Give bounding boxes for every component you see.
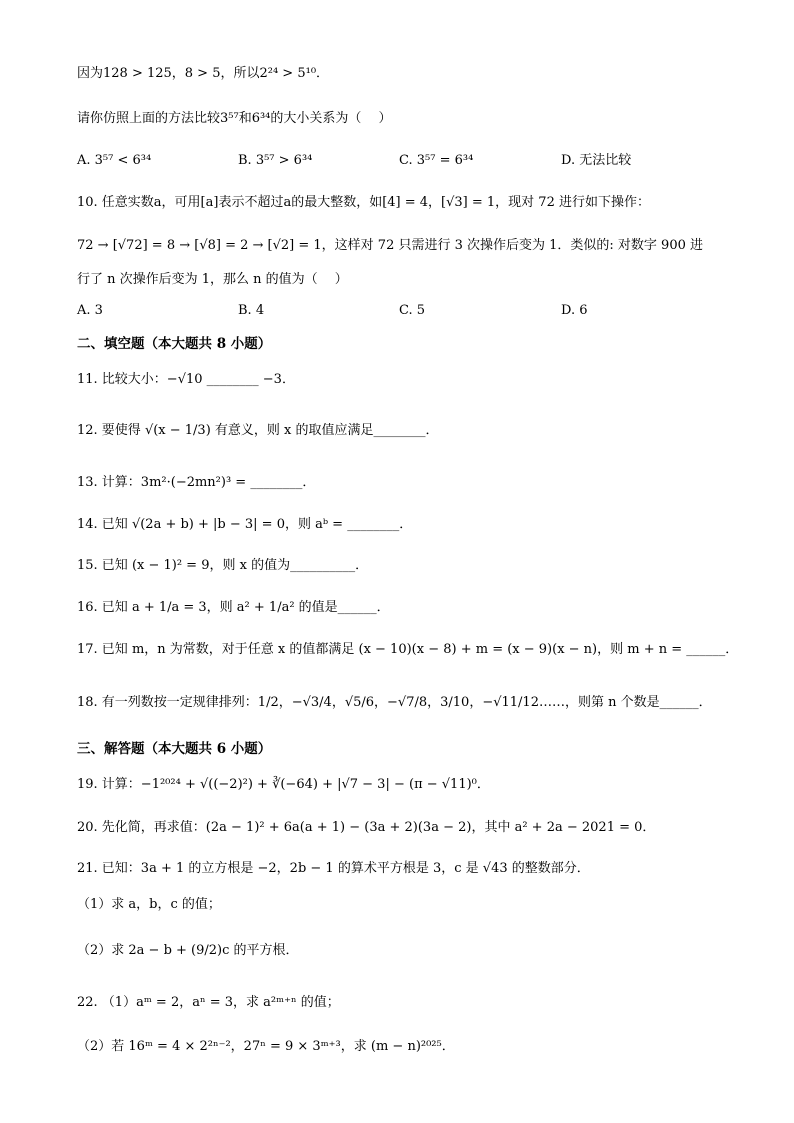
q10-option-b: B. 4 [238,303,265,318]
q12-text: 12. 要使得 √(x − 1/3) 有意义，则 x 的取值应满足________． [77,423,439,438]
q21-part-2: （2）求 2a − b + (9/2)c 的平方根． [77,943,299,958]
q22-part-1: 22. （1）aᵐ = 2，aⁿ = 3，求 a²ᵐ⁺ⁿ 的值； [77,995,340,1010]
section-2-heading: 二、填空题（本大题共 8 小题） [77,336,272,352]
q10-option-d: D. 6 [561,303,588,318]
q10-text-line-3: 行了 n 次操作后变为 1，那么 n 的值为（ ） [77,272,348,287]
q14-text: 14. 已知 √(2a + b) + |b − 3| = 0，则 aᵇ = ________． [77,517,413,532]
q9-premise-text: 因为128 > 125，8 > 5，所以2²⁴ > 5¹⁰． [77,66,330,81]
q10-text-line-1: 10. 任意实数a，可用[a]表示不超过a的最大整数，如[4] = 4，[√3] = 1，现对 72 进行如下操作： [77,195,650,210]
q15-text: 15. 已知 (x − 1)² = 9，则 x 的值为__________． [77,558,369,573]
q17-text: 17. 已知 m，n 为常数，对于任意 x 的值都满足 (x − 10)(x − 8) + m = (x − 9)(x − n)，则 m + n = ______． [77,642,739,657]
q10-text-line-2: 72 → [√72] = 8 → [√8] = 2 → [√2] = 1，这样对 72 只需进行 3 次操作后变为 1．类似的: 对数字 900 进 [77,238,703,253]
section-3-heading: 三、解答题（本大题共 6 小题） [77,741,272,757]
q9-option-b: B. 3⁵⁷ > 6³⁴ [238,153,313,168]
q10-option-c: C. 5 [399,303,426,318]
q13-text: 13. 计算：3m²·(−2mn²)³ = ________． [77,475,316,490]
q21-part-1: （1）求 a，b，c 的值； [77,897,221,912]
q18-text: 18. 有一列数按一定规律排列：1/2，−√3/4，√5/6，−√7/8，3/10，−√11/12……，则第 n 个数是______． [77,695,712,710]
q19-text: 19. 计算：−1²⁰²⁴ + √((−2)²) + ∛(−64) + |√7 − 3| − (π − √11)⁰． [77,777,490,792]
q20-text: 20. 先化简，再求值：(2a − 1)² + 6a(a + 1) − (3a + 2)(3a − 2)，其中 a² + 2a − 2021 = 0． [77,820,656,835]
q10-option-a: A. 3 [77,303,103,318]
q9-option-a: A. 3⁵⁷ < 6³⁴ [77,153,152,168]
q21-text: 21. 已知：3a + 1 的立方根是 −2，2b − 1 的算术平方根是 3，c 是 √43 的整数部分． [77,861,590,876]
q11-text: 11. 比较大小：−√10 ________ −3． [77,372,295,387]
q9-question-text: 请你仿照上面的方法比较3⁵⁷和6³⁴的大小关系为（ ） [77,111,392,126]
q9-option-c: C. 3⁵⁷ = 6³⁴ [399,153,474,168]
q16-text: 16. 已知 a + 1/a = 3，则 a² + 1/a² 的值是______． [77,600,390,615]
q22-part-2: （2）若 16ᵐ = 4 × 2²ⁿ⁻²，27ⁿ = 9 × 3ᵐ⁺³，求 (m − n)²⁰²⁵． [77,1039,455,1054]
q9-option-d: D. 无法比较 [561,153,632,168]
